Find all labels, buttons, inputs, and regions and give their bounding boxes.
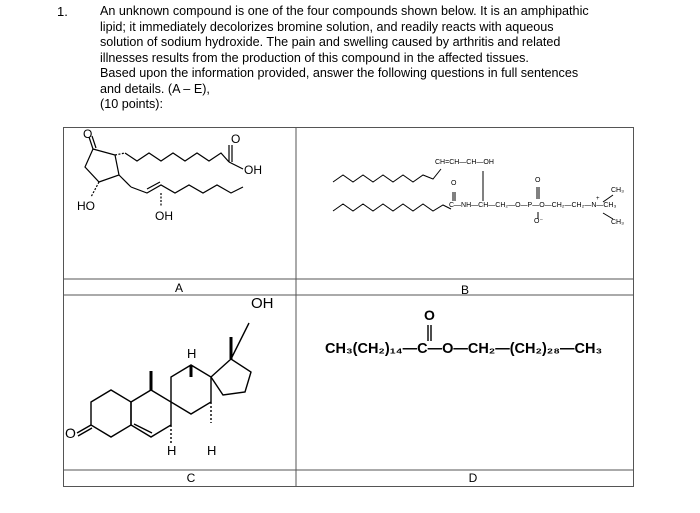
question-line: (10 points): xyxy=(100,97,163,111)
compound-c-h3: H xyxy=(207,443,217,458)
structure-a xyxy=(85,136,243,207)
compound-c-h2: H xyxy=(167,443,177,458)
compound-d-label: D xyxy=(468,471,478,485)
compound-b-ch3-top: CH₃ xyxy=(611,187,624,194)
question-line: An unknown compound is one of the four compounds shown below. It is an amphipathic xyxy=(100,4,589,18)
compound-c-ketone-o: O xyxy=(65,425,76,441)
compound-b-label: B xyxy=(460,283,469,297)
question-line: solution of sodium hydroxide. The pain and swelling caused by arthritis and related xyxy=(100,35,561,49)
structure-d xyxy=(428,325,431,341)
table-borders xyxy=(63,127,634,487)
compound-b-phos-o-bottom: O⁻ xyxy=(534,218,544,225)
compound-a-ketone-o: O xyxy=(83,127,93,141)
compound-c-label: C xyxy=(186,471,196,485)
compound-c-oh: OH xyxy=(251,295,274,312)
compound-b-carbonyl-o: O xyxy=(451,180,457,187)
compound-b-top-chain: CH=CH—CH—OH xyxy=(435,159,494,166)
question-line: Based upon the information provided, answer the following questions in full sentences xyxy=(100,66,579,80)
structure-c xyxy=(77,323,251,445)
compound-a-ho: HO xyxy=(77,199,95,213)
compound-a-oh-top: OH xyxy=(244,163,262,177)
compound-b-plus: + xyxy=(596,196,600,202)
compound-d-formula: CH₃(CH₂)₁₄—C—O—CH₂—(CH₂)₂₈—CH₃ xyxy=(325,341,603,357)
compound-table xyxy=(63,127,634,487)
structure-b xyxy=(333,169,613,219)
compound-a-acid-o: O xyxy=(231,132,241,146)
compound-b-bottom-chain: C—NH—CH—CH₂—O—P—O—CH₂—CH₂—N—CH₃ xyxy=(449,202,617,209)
compound-b-phos-o-top: O xyxy=(535,177,541,184)
question-line: and details. (A – E), xyxy=(100,81,210,96)
question-line: lipid; it immediately decolorizes bromine solution, and readily reacts with aqueous xyxy=(100,19,554,34)
question-line: illnesses results from the production of this compound in the affected tissues. xyxy=(100,50,529,65)
compound-c-h1: H xyxy=(187,346,197,361)
compound-a-oh-bottom: OH xyxy=(155,209,173,223)
compound-b-ch3-bottom: CH₃ xyxy=(611,219,624,226)
question-number: 1. xyxy=(57,4,68,19)
question-text xyxy=(100,4,660,113)
compound-a-label: A xyxy=(174,281,183,295)
compound-d-carbonyl-o: O xyxy=(424,307,435,323)
